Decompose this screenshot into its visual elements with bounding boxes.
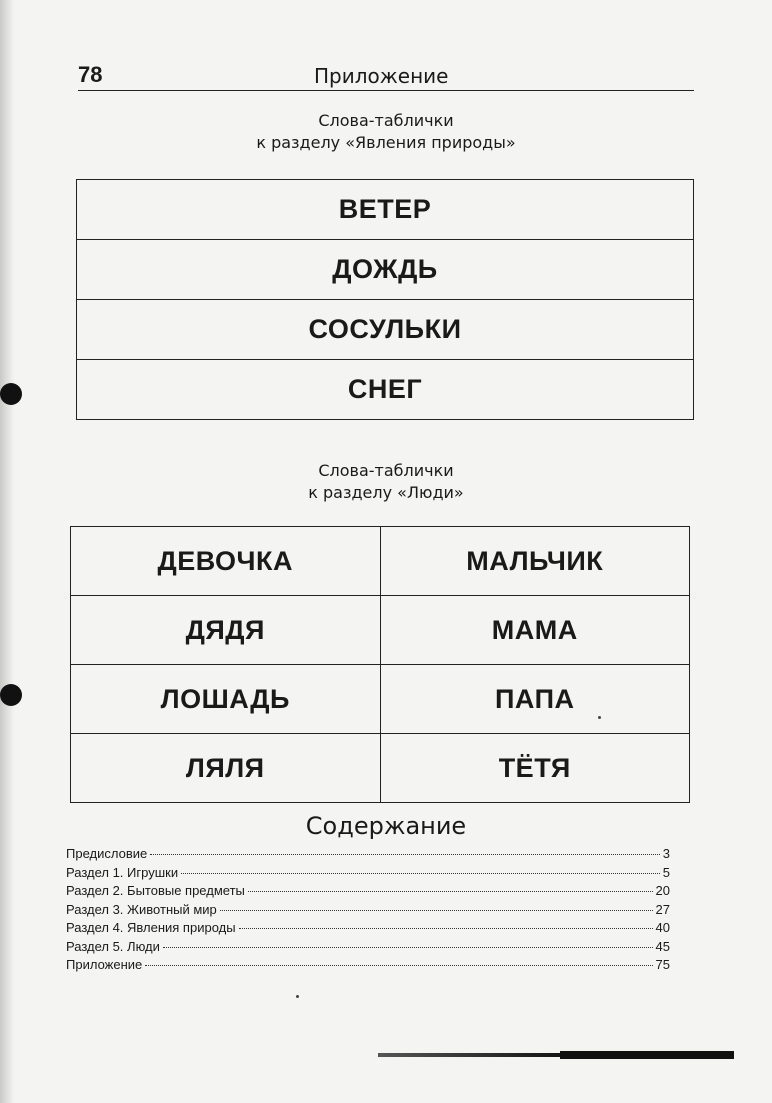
- binder-hole-top: [0, 383, 22, 405]
- toc-entry-label: Предисловие: [66, 846, 148, 861]
- people-caption-line2: к разделу «Люди»: [308, 483, 464, 502]
- word-card: МАМА: [380, 596, 690, 665]
- people-caption-line1: Слова-таблички: [318, 461, 454, 480]
- toc-entry-page: 40: [655, 920, 670, 935]
- nature-caption: [0, 110, 772, 154]
- toc-leader-dots: [220, 910, 653, 911]
- toc-leader-dots: [248, 891, 653, 892]
- word-card: ДЯДЯ: [71, 596, 381, 665]
- word-card: СОСУЛЬКИ: [77, 300, 694, 360]
- toc-entry: [66, 865, 670, 884]
- toc-entry-label: Раздел 4. Явления природы: [66, 920, 236, 935]
- toc-leader-dots: [150, 854, 660, 855]
- toc-entry-label: Приложение: [66, 957, 143, 972]
- toc-entry-page: 27: [655, 901, 670, 917]
- toc-entry-page: 45: [655, 938, 670, 954]
- word-card: ТЁТЯ: [380, 734, 690, 803]
- toc-entry-page: 5: [662, 864, 670, 880]
- toc-entry: [66, 902, 670, 921]
- toc-entry: [66, 957, 670, 976]
- nature-caption-line1: Слова-таблички: [318, 111, 454, 130]
- nature-caption-line2: к разделу «Явления природы»: [256, 133, 516, 152]
- toc-entry: [66, 920, 670, 939]
- word-card: ЛОШАДЬ: [71, 665, 381, 734]
- toc-leader-dots: [239, 928, 653, 929]
- toc-entry-label: Раздел 2. Бытовые предметы: [66, 883, 245, 898]
- toc-entry-page: 20: [655, 883, 670, 898]
- toc-entry-page: 75: [655, 957, 670, 972]
- scan-shadow: [0, 0, 14, 1103]
- page-number: 78: [78, 62, 103, 87]
- word-card: СНЕГ: [77, 360, 694, 420]
- people-word-table: [70, 526, 690, 803]
- nature-word-table: [76, 179, 694, 420]
- toc-entry: [66, 883, 670, 902]
- toc-entry: [66, 939, 670, 958]
- toc-entry-label: Раздел 3. Животный мир: [66, 901, 217, 917]
- word-card: ЛЯЛЯ: [71, 734, 381, 803]
- word-card: МАЛЬЧИК: [380, 527, 690, 596]
- running-title: Приложение: [314, 64, 449, 88]
- toc-entry-page: 3: [662, 846, 670, 861]
- word-card: ВЕТЕР: [77, 180, 694, 240]
- binder-hole-bottom: [0, 684, 22, 706]
- toc-leader-dots: [181, 873, 660, 874]
- table-of-contents: [66, 846, 670, 976]
- contents-title: Содержание: [305, 812, 467, 840]
- bottom-scan-bar: [560, 1051, 734, 1059]
- page-header: [78, 62, 694, 91]
- word-card: ДОЖДЬ: [77, 240, 694, 300]
- toc-entry: [66, 846, 670, 865]
- toc-leader-dots: [163, 947, 653, 948]
- people-caption: [0, 460, 772, 504]
- scan-speck: [296, 995, 299, 998]
- word-card: ПАПА: [380, 665, 690, 734]
- toc-entry-label: Раздел 1. Игрушки: [66, 864, 179, 880]
- toc-leader-dots: [145, 965, 652, 966]
- word-card: ДЕВОЧКА: [71, 527, 381, 596]
- scan-speck: [598, 716, 601, 719]
- toc-entry-label: Раздел 5. Люди: [66, 938, 160, 954]
